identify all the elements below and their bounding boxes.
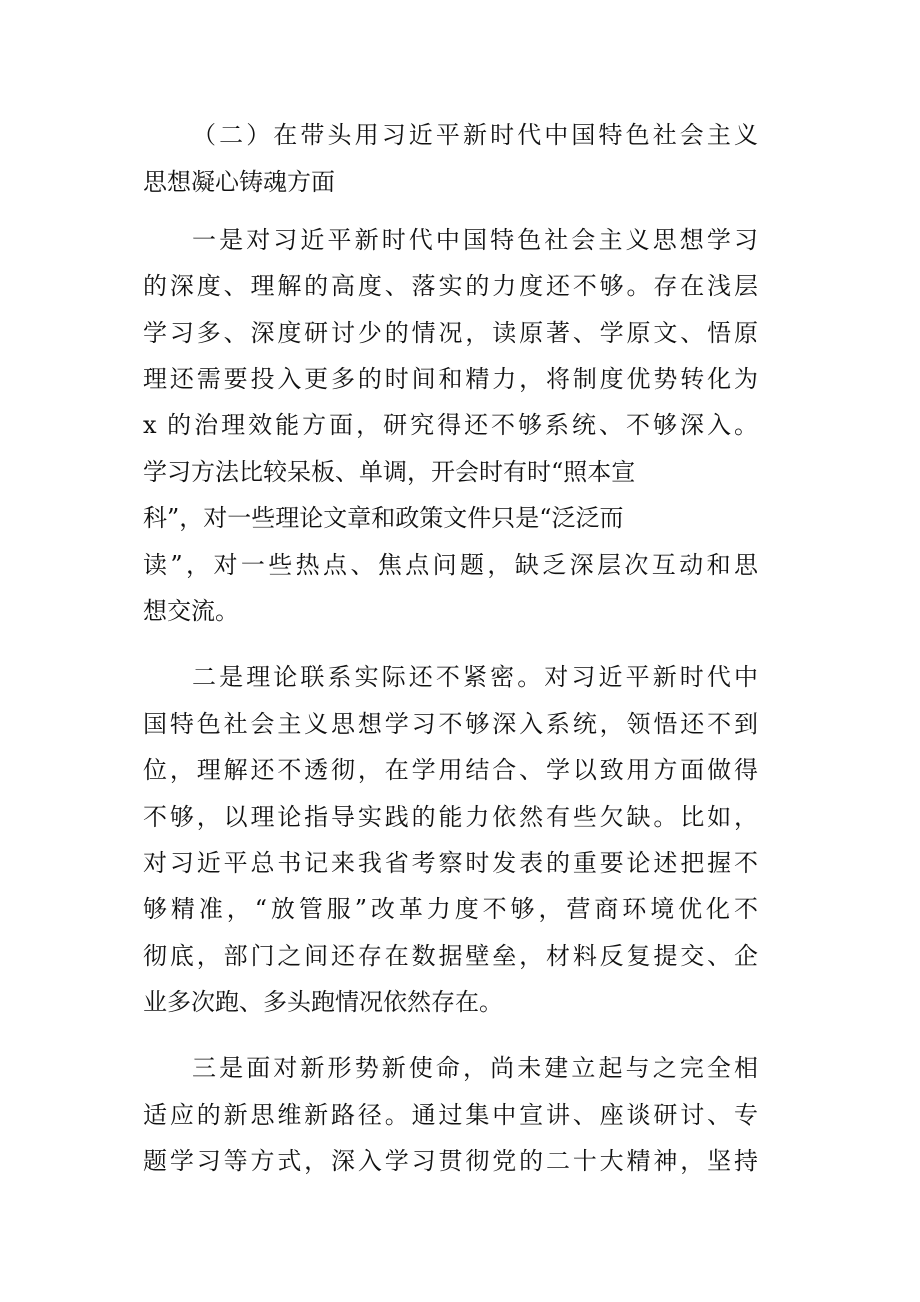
section-heading-line-2: 思想凝心铸魂方面: [143, 168, 335, 196]
paragraph-2-line-5: 对习近平总书记来我省考察时发表的重要论述把握不: [143, 849, 758, 877]
paragraph-2-line-1: 二是理论联系实际还不紧密。对习近平新时代中: [192, 663, 758, 691]
paragraph-1-line-3: 学习多、深度研讨少的情况，读原著、学原文、悟原: [143, 319, 758, 347]
paragraph-3-line-1: 三是面对新形势新使命，尚未建立起与之完全相: [192, 1054, 758, 1082]
paragraph-1-line-2: 的深度、理解的高度、落实的力度还不够。存在浅层: [143, 272, 758, 300]
paragraph-3-line-2: 适应的新思维新路径。通过集中宣讲、座谈研讨、专: [143, 1101, 758, 1129]
paragraph-2-line-3: 位，理解还不透彻，在学用结合、学以致用方面做得: [143, 756, 758, 784]
paragraph-2-line-4: 不够，以理论指导实践的能力依然有些欠缺。比如，: [143, 803, 758, 831]
paragraph-2-line-7: 彻底，部门之间还存在数据壁垒，材料反复提交、企: [143, 942, 758, 970]
paragraph-2-line-2: 国特色社会主义思想学习不够深入系统，领悟还不到: [143, 710, 758, 738]
paragraph-1-line-1: 一是对习近平新时代中国特色社会主义思想学习: [192, 226, 758, 254]
paragraph-3-line-3: 题学习等方式，深入学习贯彻党的二十大精神，坚持: [143, 1147, 758, 1175]
paragraph-1-line-5: x 的治理效能方面，研究得还不够系统、不够深入。: [143, 411, 758, 439]
section-heading-line-1: （二）在带头用习近平新时代中国特色社会主义: [192, 121, 758, 149]
paragraph-1-line-4: 理还需要投入更多的时间和精力，将制度优势转化为: [143, 365, 758, 393]
paragraph-1-line-7: 科”，对一些理论文章和政策文件只是“泛泛而: [143, 504, 624, 532]
paragraph-2-line-6: 够精准，“放管服”改革力度不够，营商环境优化不: [143, 895, 758, 923]
paragraph-2-line-8: 业多次跑、多头跑情况依然存在。: [143, 988, 503, 1016]
paragraph-1-line-6: 学习方法比较呆板、单调，开会时有时“照本宣: [143, 458, 636, 486]
paragraph-1-line-8: 读”，对一些热点、焦点问题，缺乏深层次互动和思: [143, 551, 758, 579]
paragraph-1-line-9: 想交流。: [143, 597, 239, 625]
